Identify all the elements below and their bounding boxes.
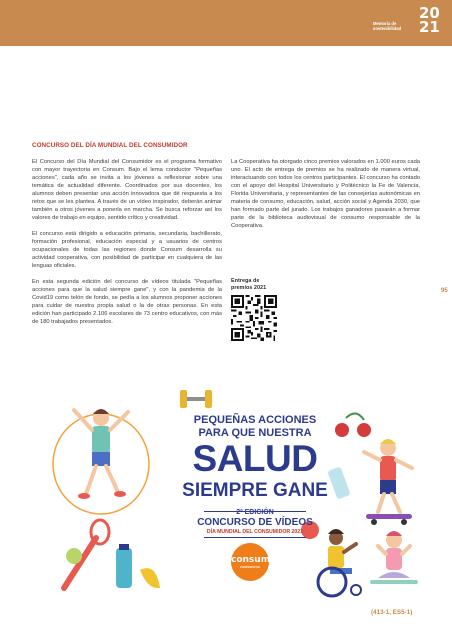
poster-day: DÍA MUNDIAL DEL CONSUMIDOR 2021 [206, 529, 304, 535]
poster-contest: CONCURSO DE VÍDEOS [197, 517, 313, 528]
paragraph: La Cooperativa ha otorgado cinco premios valorados en 1.000 euros cada uno. El acto de entrega de premios se ha realizado de manera virtual, interactuando con todos los centros participantes. El concurso ha contado con el apoyo del Hospital Universitario y Politécnico la Fe de Valencia, Florida Universitaria, y representantes de las consejerías autonómicas en materia de consumo, educación, salud, acción social y Agenda 2030, que han formado parte del jurado. Los trabajos ganadores pasarán a formar parte de la biblioteca audiovisual de consumo responsable de la Cooperativa. [231, 159, 420, 229]
gri-reference: (413-1, ES5-1) [371, 609, 413, 616]
poster-divider [204, 537, 306, 538]
poster-title-line2: PARA QUE NUESTRA [198, 427, 312, 439]
qr-label-line2: premios 2021 [231, 285, 267, 291]
paragraph: El concurso está dirigido a educación primaria, secundaria, bachillerato, formación profesional, educación especial y a usuarios de centros ocupacionales de todas las regiones donde Consum desarrolla su actividad cooperativa, con posibilidad de participar en cualquiera de las lenguas oficiales. [32, 231, 222, 269]
year-bottom: 21 [419, 18, 440, 36]
consum-logo-name: consum [231, 555, 271, 565]
dumbbell-icon [176, 388, 216, 410]
right-column [231, 158, 420, 238]
paragraph: En esta segunda edición del concurso de vídeos titulada "Pequeñas acciones para que la salud siempre gane", y con la pandemia de la Covid19 como telón de fondo, se pedía a los alumnos proponer acciones para cuidar de nuestra propia salud o la de otras personas. En esta edición han participado 2.106 escolares de 73 centro educativos, con más de 180 trabajados presentados. [32, 279, 222, 325]
poster-title-salud: SALUD [192, 438, 318, 479]
consum-logo [231, 543, 269, 581]
report-year [419, 6, 440, 34]
contest-poster [26, 378, 426, 600]
report-label [373, 21, 421, 31]
poster-title-line1: PEQUEÑAS ACCIONES [193, 414, 317, 426]
year-top: 20 [419, 4, 440, 22]
consum-logo-sub: COOPERATIVA [239, 565, 261, 569]
qr-label [231, 278, 291, 292]
section-title: CONCURSO DEL DÍA MUNDIAL DEL CONSUMIDOR [32, 142, 188, 149]
poster-title-siempre-gane: SIEMPRE GANE [182, 480, 328, 501]
child-jumping-rope-illustration [46, 398, 156, 518]
qr-label-line1: Entrega de [231, 278, 260, 284]
report-label-line2: sostenibilidad [373, 26, 402, 31]
page-number: 95 [441, 288, 448, 294]
skateboarder-illustration [326, 408, 426, 528]
report-label-line1: Memoria de [373, 21, 397, 26]
left-column [32, 158, 222, 334]
poster-edition: 2ª EDICIÓN [236, 509, 274, 516]
qr-code-icon[interactable] [231, 295, 277, 341]
sports-items-illustration [56, 518, 166, 598]
paragraph: El Concurso del Día Mundial del Consumidor es el programa formativo con mayor trayectoria en Consum. Bajo el lema conductor "Pequeñas acciones", cada año se invita a los jóvenes a reflexionar sobre una temática de actualidad diferente. Coordinados por sus docentes, los alumnos deben presentar una acción innovadora que dé respuesta a los retos que se les plantea. A través de un vídeo inspirador, deberán animar también a otros jóvenes a ponerla en marcha. Se busca reforzar así los valores de trabajo en equipo, sentido crítico y creatividad. [32, 159, 222, 221]
